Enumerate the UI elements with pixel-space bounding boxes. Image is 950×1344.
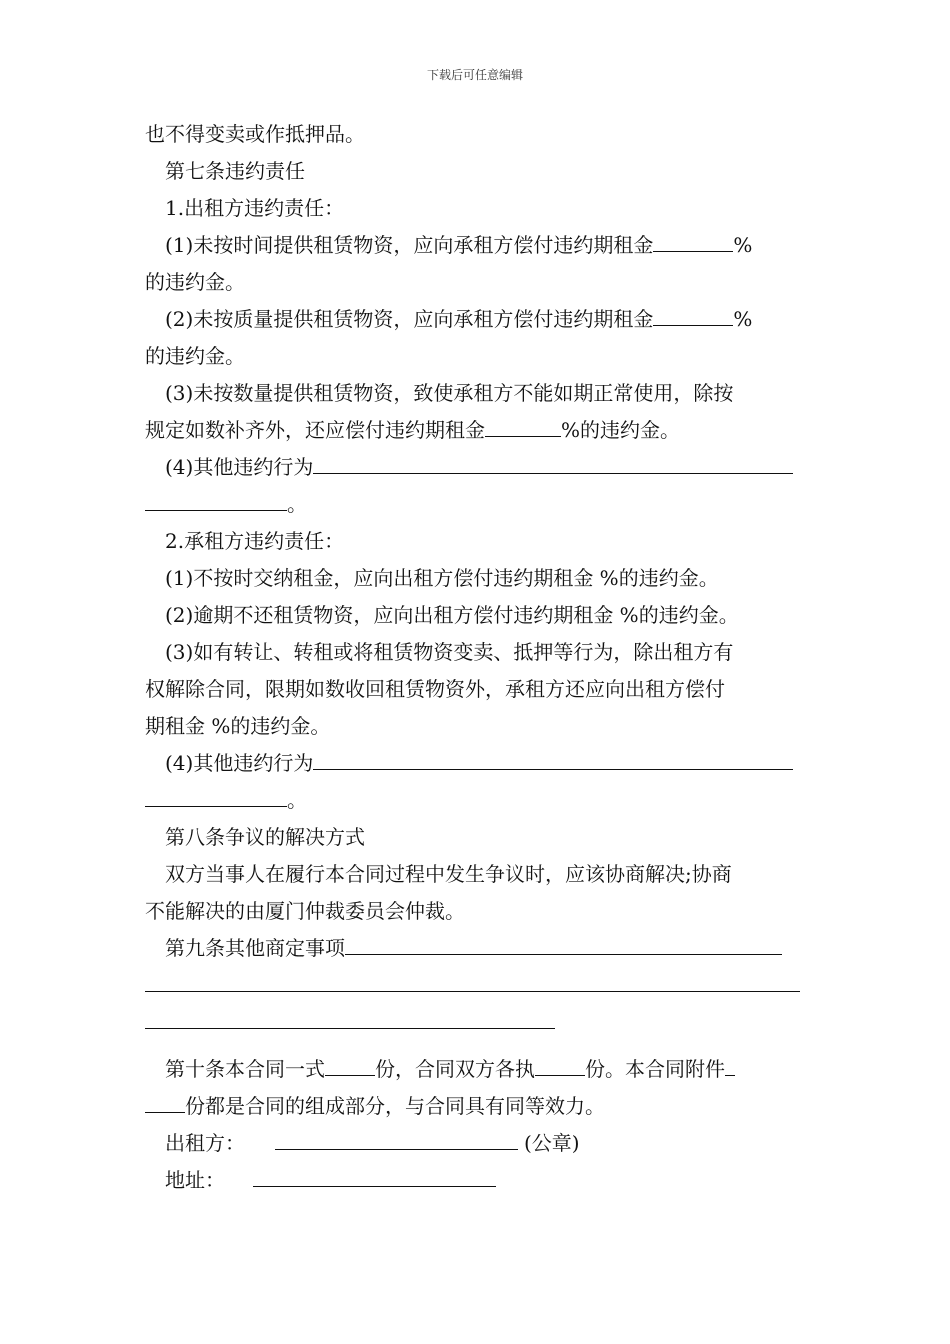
text-line: 也不得变卖或作抵押品。 xyxy=(145,122,365,146)
article-8-title: 第八条争议的解决方式 xyxy=(165,825,365,849)
clause-line xyxy=(145,745,808,782)
page-header: 下载后可任意编辑 xyxy=(426,68,523,82)
clause-line xyxy=(145,301,808,338)
seal-label: (公章) xyxy=(524,1131,580,1155)
blank-field[interactable] xyxy=(325,1051,375,1076)
text-line: 的违约金。 xyxy=(145,270,245,294)
article-9-title: 第九条其他商定事项 xyxy=(165,936,345,960)
clause-text: 份都是合同的组成部分，与合同具有同等效力。 xyxy=(185,1094,605,1118)
clause-text: (4)其他违约行为 xyxy=(165,455,314,479)
lessor-liability-heading: 1.出租方违约责任： xyxy=(165,196,345,220)
blank-line xyxy=(145,967,808,1004)
blank-field[interactable] xyxy=(145,486,287,511)
blank-field[interactable] xyxy=(725,1051,735,1076)
contract-body xyxy=(145,116,808,1199)
clause-line: (3)如有转让、转租或将租赁物资变卖、抵押等行为，除出租方有 xyxy=(165,640,734,664)
clause-line xyxy=(145,412,808,449)
clause-line xyxy=(145,449,808,486)
clause-line xyxy=(145,227,808,264)
clause-text: 规定如数补齐外，还应偿付违约期租金 xyxy=(145,418,485,442)
clause-text: (1)未按时间提供租赁物资，应向承租方偿付违约期租金 xyxy=(165,233,654,257)
percent-sign: % xyxy=(733,233,753,257)
blank-field[interactable] xyxy=(313,449,793,474)
address-label: 地址： xyxy=(165,1168,225,1192)
article-10-line xyxy=(145,1051,808,1088)
blank-field[interactable] xyxy=(653,301,733,326)
blank-field[interactable] xyxy=(345,930,782,955)
address-field[interactable] xyxy=(253,1162,496,1187)
article-7-title: 第七条违约责任 xyxy=(165,159,305,183)
clause-text: 份。本合同附件 xyxy=(585,1057,725,1081)
clause-line xyxy=(145,782,808,819)
clause-text: 。 xyxy=(287,788,307,812)
clause-line: (1)不按时交纳租金，应向出租方偿付违约期租金 %的违约金。 xyxy=(165,566,719,590)
lessor-signature-line xyxy=(145,1125,808,1162)
clause-line xyxy=(145,1088,808,1125)
blank-field[interactable] xyxy=(145,1004,555,1029)
clause-line: 期租金 %的违约金。 xyxy=(145,714,331,738)
clause-line: 权解除合同，限期如数收回租赁物资外，承租方还应向出租方偿付 xyxy=(145,677,725,701)
clause-line: (2)逾期不还租赁物资，应向出租方偿付违约期租金 %的违约金。 xyxy=(165,603,739,627)
blank-field[interactable] xyxy=(313,745,793,770)
lessor-label: 出租方： xyxy=(165,1131,245,1155)
clause-text: (4)其他违约行为 xyxy=(165,751,314,775)
article-9-line xyxy=(145,930,808,967)
clause-text: %的违约金。 xyxy=(561,418,681,442)
percent-sign: % xyxy=(733,307,753,331)
clause-text: 第十条本合同一式 xyxy=(165,1057,325,1081)
blank-field[interactable] xyxy=(653,227,733,252)
text-line: 的违约金。 xyxy=(145,344,245,368)
blank-field[interactable] xyxy=(535,1051,585,1076)
lessor-field[interactable] xyxy=(275,1125,518,1150)
clause-line xyxy=(145,486,808,523)
clause-line: 双方当事人在履行本合同过程中发生争议时，应该协商解决;协商 xyxy=(165,862,732,886)
blank-field[interactable] xyxy=(485,412,561,437)
clause-line: 不能解决的由厦门仲裁委员会仲裁。 xyxy=(145,899,465,923)
clause-text: 份，合同双方各执 xyxy=(375,1057,535,1081)
clause-line: (3)未按数量提供租赁物资，致使承租方不能如期正常使用，除按 xyxy=(165,381,734,405)
lessee-liability-heading: 2.承租方违约责任： xyxy=(165,529,345,553)
blank-field[interactable] xyxy=(145,1088,185,1113)
clause-text: 。 xyxy=(287,492,307,516)
address-line xyxy=(145,1162,808,1199)
blank-line xyxy=(145,1004,808,1041)
blank-field[interactable] xyxy=(145,782,287,807)
blank-field[interactable] xyxy=(145,967,800,992)
clause-text: (2)未按质量提供租赁物资，应向承租方偿付违约期租金 xyxy=(165,307,654,331)
